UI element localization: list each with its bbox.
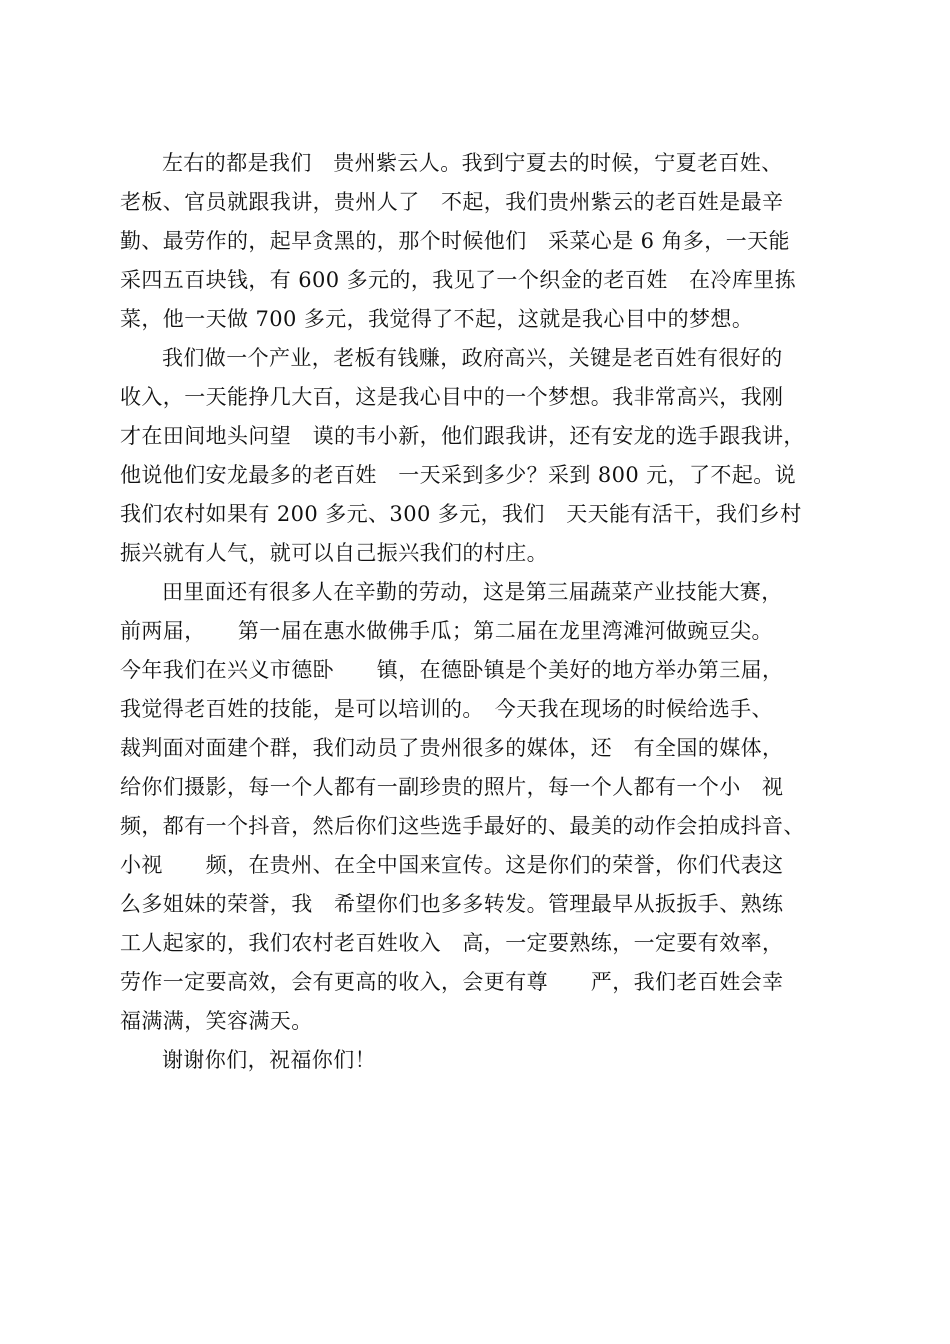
paragraph-3-line-11: 劳作一定要高效，会有更高的收入，会更有尊 严，我们老百姓会幸 bbox=[120, 970, 784, 994]
paragraph-4-line-1: 谢谢你们，祝福你们！ bbox=[162, 1048, 376, 1072]
paragraph-3-line-12: 福满满，笑容满天。 bbox=[120, 1009, 313, 1033]
paragraph-3-line-10: 工人起家的，我们农村老百姓收入 高，一定要熟练，一定要有效率， bbox=[120, 931, 784, 955]
paragraph-3-line-4: 我觉得老百姓的技能，是可以培训的。 今天我在现场的时候给选手、 bbox=[120, 697, 773, 721]
paragraph-1-line-5: 菜，他一天做 700 多元，我觉得了不起，这就是我心目中的梦想。 bbox=[120, 307, 754, 331]
paragraph-1-line-3: 勤、最劳作的，起早贪黑的，那个时候他们 采菜心是 6 角多，一天能 bbox=[120, 229, 790, 253]
paragraph-1-line-2: 老板、官员就跟我讲，贵州人了 不起，我们贵州紫云的老百姓是最辛 bbox=[120, 190, 784, 214]
paragraph-3-line-1: 田里面还有很多人在辛勤的劳动，这是第三届蔬菜产业技能大赛， bbox=[162, 580, 783, 604]
paragraph-3-line-6: 给你们摄影，每一个人都有一副珍贵的照片，每一个人都有一个小 视 bbox=[120, 775, 784, 799]
paragraph-2-line-5: 我们农村如果有 200 多元、300 多元，我们 天天能有活干，我们乡村 bbox=[120, 502, 802, 526]
paragraph-3-line-3: 今年我们在兴义市德卧 镇，在德卧镇是个美好的地方举办第三届， bbox=[120, 658, 784, 682]
paragraph-3-line-2: 前两届， 第一届在惠水做佛手瓜；第二届在龙里湾滩河做豌豆尖。 bbox=[120, 619, 773, 643]
paragraph-3-line-7: 频，都有一个抖音，然后你们这些选手最好的、最美的动作会拍成抖音、 bbox=[120, 814, 805, 838]
paragraph-1-line-4: 采四五百块钱，有 600 多元的，我见了一个织金的老百姓 在冷库里拣 bbox=[120, 268, 797, 292]
paragraph-2-line-2: 收入，一天能挣几大百，这是我心目中的一个梦想。我非常高兴，我刚 bbox=[120, 385, 784, 409]
paragraph-2-line-1: 我们做一个产业，老板有钱赚，政府高兴，关键是老百姓有很好的 bbox=[162, 346, 783, 370]
paragraph-2-line-3: 才在田间地头问望 谟的韦小新，他们跟我讲，还有安龙的选手跟我讲， bbox=[120, 424, 805, 448]
paragraph-3-line-5: 裁判面对面建个群，我们动员了贵州很多的媒体，还 有全国的媒体， bbox=[120, 736, 784, 760]
paragraph-1-line-1: 左右的都是我们 贵州紫云人。我到宁夏去的时候，宁夏老百姓、 bbox=[162, 151, 783, 175]
paragraph-2-line-4: 他说他们安龙最多的老百姓 一天采到多少？采到 800 元，了不起。说 bbox=[120, 463, 797, 487]
paragraph-3-line-9: 么多姐妹的荣誉，我 希望你们也多多转发。管理最早从扳扳手、熟练 bbox=[120, 892, 784, 916]
paragraph-2-line-6: 振兴就有人气，就可以自己振兴我们的村庄。 bbox=[120, 541, 548, 565]
paragraph-3-line-8: 小视 频，在贵州、在全中国来宣传。这是你们的荣誉，你们代表这 bbox=[120, 853, 784, 877]
